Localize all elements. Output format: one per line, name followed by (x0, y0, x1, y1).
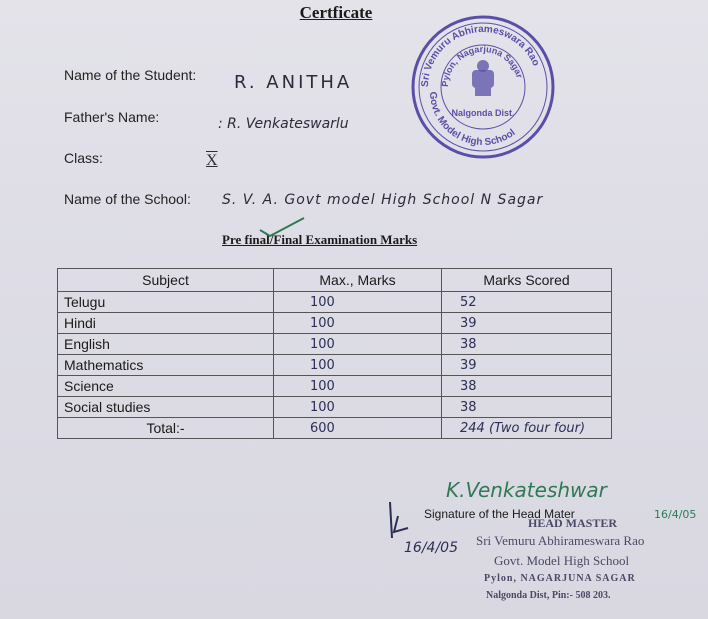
school-stamp (408, 12, 558, 162)
tick-mark-icon (258, 216, 306, 238)
subject-cell: Mathematics (58, 355, 274, 376)
subject-cell: Social studies (58, 397, 274, 418)
scored-cell: 38 (442, 376, 612, 397)
header-marks-scored: Marks Scored (442, 269, 612, 292)
scored-cell: 38 (442, 334, 612, 355)
table-row (58, 292, 612, 313)
total-max: 600 (274, 418, 442, 439)
max-cell: 100 (274, 397, 442, 418)
max-cell: 100 (274, 292, 442, 313)
signature-date: 16/4/05 (654, 508, 697, 521)
stamp-text-inner: Pylon, Nagarjuna Sagar (439, 43, 525, 88)
seal-line-4: Nalgonda Dist, Pin:- 508 203. (486, 590, 611, 601)
father-name-value: : R. Venkateswarlu (218, 116, 349, 132)
scored-cell: 38 (442, 397, 612, 418)
headmaster-signature: K.Venkateshwar (446, 478, 607, 502)
subject-cell: Science (58, 376, 274, 397)
student-name-label: Name of the Student: (64, 67, 197, 83)
max-cell: 100 (274, 376, 442, 397)
marks-table (57, 268, 612, 439)
seal-date: 16/4/05 (404, 540, 458, 556)
stamp-text-district: Nalgonda Dist. (451, 108, 515, 118)
school-name-value: S. V. A. Govt model High School N Sagar (222, 192, 544, 208)
subject-cell: Hindi (58, 313, 274, 334)
total-row (58, 418, 612, 439)
class-value: X (206, 152, 218, 169)
max-cell: 100 (274, 334, 442, 355)
svg-text:Govt. Model High School (427, 91, 518, 148)
seal-line-2: Govt. Model High School (494, 553, 630, 568)
table-row (58, 313, 612, 334)
school-name-label: Name of the School: (64, 191, 191, 207)
header-max-marks: Max., Marks (274, 269, 442, 292)
seal-line-3: Pylon, NAGARJUNA SAGAR (484, 573, 636, 584)
stamp-text-top: Sri Vemuru Abhirameswara Rao (419, 23, 542, 88)
certificate-title: Certficate (299, 3, 373, 22)
initial-mark-icon (384, 498, 414, 546)
stamp-text-bottom: Govt. Model High School (426, 91, 518, 149)
table-row (58, 355, 612, 376)
father-name-label: Father's Name: (64, 109, 160, 125)
seal-title: HEAD MASTER (528, 516, 618, 530)
scored-cell: 52 (442, 292, 612, 313)
scored-cell: 39 (442, 355, 612, 376)
seal-line-1: Sri Vemuru Abhirameswara Rao (476, 533, 645, 548)
emblem-icon (472, 60, 494, 96)
student-name-value: R. ANITHA (234, 72, 353, 93)
table-row (58, 397, 612, 418)
signature-label: Signature of the Head Mater (424, 507, 575, 521)
max-cell: 100 (274, 313, 442, 334)
total-scored: 244 (Two four four) (442, 418, 612, 439)
header-subject: Subject (58, 269, 274, 292)
class-label: Class: (64, 150, 103, 166)
max-cell: 100 (274, 355, 442, 376)
total-label: Total:- (58, 418, 274, 439)
table-row (58, 334, 612, 355)
scored-cell: 39 (442, 313, 612, 334)
exam-heading: Pre final/Final Examination Marks (222, 232, 418, 247)
table-header-row (58, 269, 612, 292)
subject-cell: Telugu (58, 292, 274, 313)
table-row (58, 376, 612, 397)
subject-cell: English (58, 334, 274, 355)
